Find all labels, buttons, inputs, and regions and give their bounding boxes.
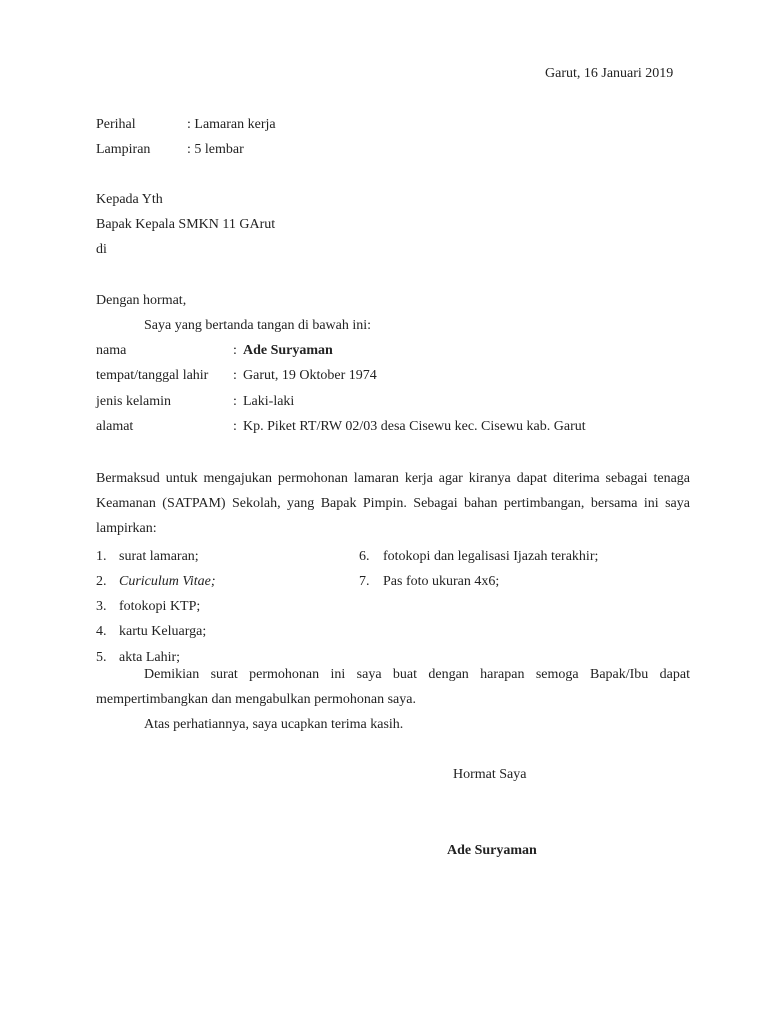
identity-value-gender: Laki-laki [243, 394, 295, 409]
identity-colon: : [233, 394, 237, 409]
identity-label-address: alamat [96, 419, 134, 434]
closing-paragraph: Demikian surat permohonan ini saya buat dengan harapan semoga Bapak/Ibu dapat mempertimbangkan dan mengabulkan permohonan saya. [96, 667, 690, 707]
list-item-number: 6. [359, 549, 370, 564]
identity-colon: : [233, 368, 237, 383]
subject-label: Perihal [96, 117, 136, 132]
signer-name: Ade Suryaman [447, 843, 537, 858]
thanks-paragraph: Atas perhatiannya, saya ucapkan terima kasih. [144, 717, 404, 732]
attachment-value: : 5 lembar [187, 142, 244, 157]
list-item: akta Lahir; [119, 650, 181, 665]
sign-off: Hormat Saya [453, 767, 527, 782]
list-item: fotokopi KTP; [119, 599, 201, 614]
recipient-line-3: di [96, 242, 107, 257]
list-item: kartu Keluarga; [119, 624, 207, 639]
identity-colon: : [233, 419, 237, 434]
identity-value-address: Kp. Piket RT/RW 02/03 desa Cisewu kec. Cisewu kab. Garut [243, 419, 586, 434]
identity-value-name: Ade Suryaman [243, 343, 333, 358]
body-paragraph: Bermaksud untuk mengajukan permohonan lamaran kerja agar kiranya dapat diterima sebagai tenaga Keamanan (SATPAM) Sekolah, yang Bapak Pimpin. Sebagai bahan pertimbangan, bersama ini saya lampirkan: [96, 471, 690, 536]
list-item: fotokopi dan legalisasi Ijazah terakhir; [383, 549, 599, 564]
list-item: Pas foto ukuran 4x6; [383, 574, 500, 589]
identity-label-birth: tempat/tanggal lahir [96, 368, 209, 383]
identity-colon: : [233, 343, 237, 358]
identity-label-gender: jenis kelamin [96, 394, 172, 409]
list-item-number: 1. [96, 549, 107, 564]
list-item-number: 2. [96, 574, 107, 589]
greeting: Dengan hormat, [96, 293, 187, 308]
attachment-label: Lampiran [96, 142, 151, 157]
list-item: Curiculum Vitae; [119, 574, 216, 589]
intro-text: Saya yang bertanda tangan di bawah ini: [144, 318, 372, 333]
identity-value-birth: Garut, 19 Oktober 1974 [243, 368, 377, 383]
recipient-line-1: Kepada Yth [96, 192, 163, 207]
recipient-line-2: Bapak Kepala SMKN 11 GArut [96, 217, 276, 232]
list-item-number: 3. [96, 599, 107, 614]
subject-value: : Lamaran kerja [187, 117, 276, 132]
identity-label-name: nama [96, 343, 127, 358]
list-item-number: 7. [359, 574, 370, 589]
list-item-number: 5. [96, 650, 107, 665]
place-date: Garut, 16 Januari 2019 [545, 66, 674, 81]
list-item-number: 4. [96, 624, 107, 639]
list-item: surat lamaran; [119, 549, 199, 564]
